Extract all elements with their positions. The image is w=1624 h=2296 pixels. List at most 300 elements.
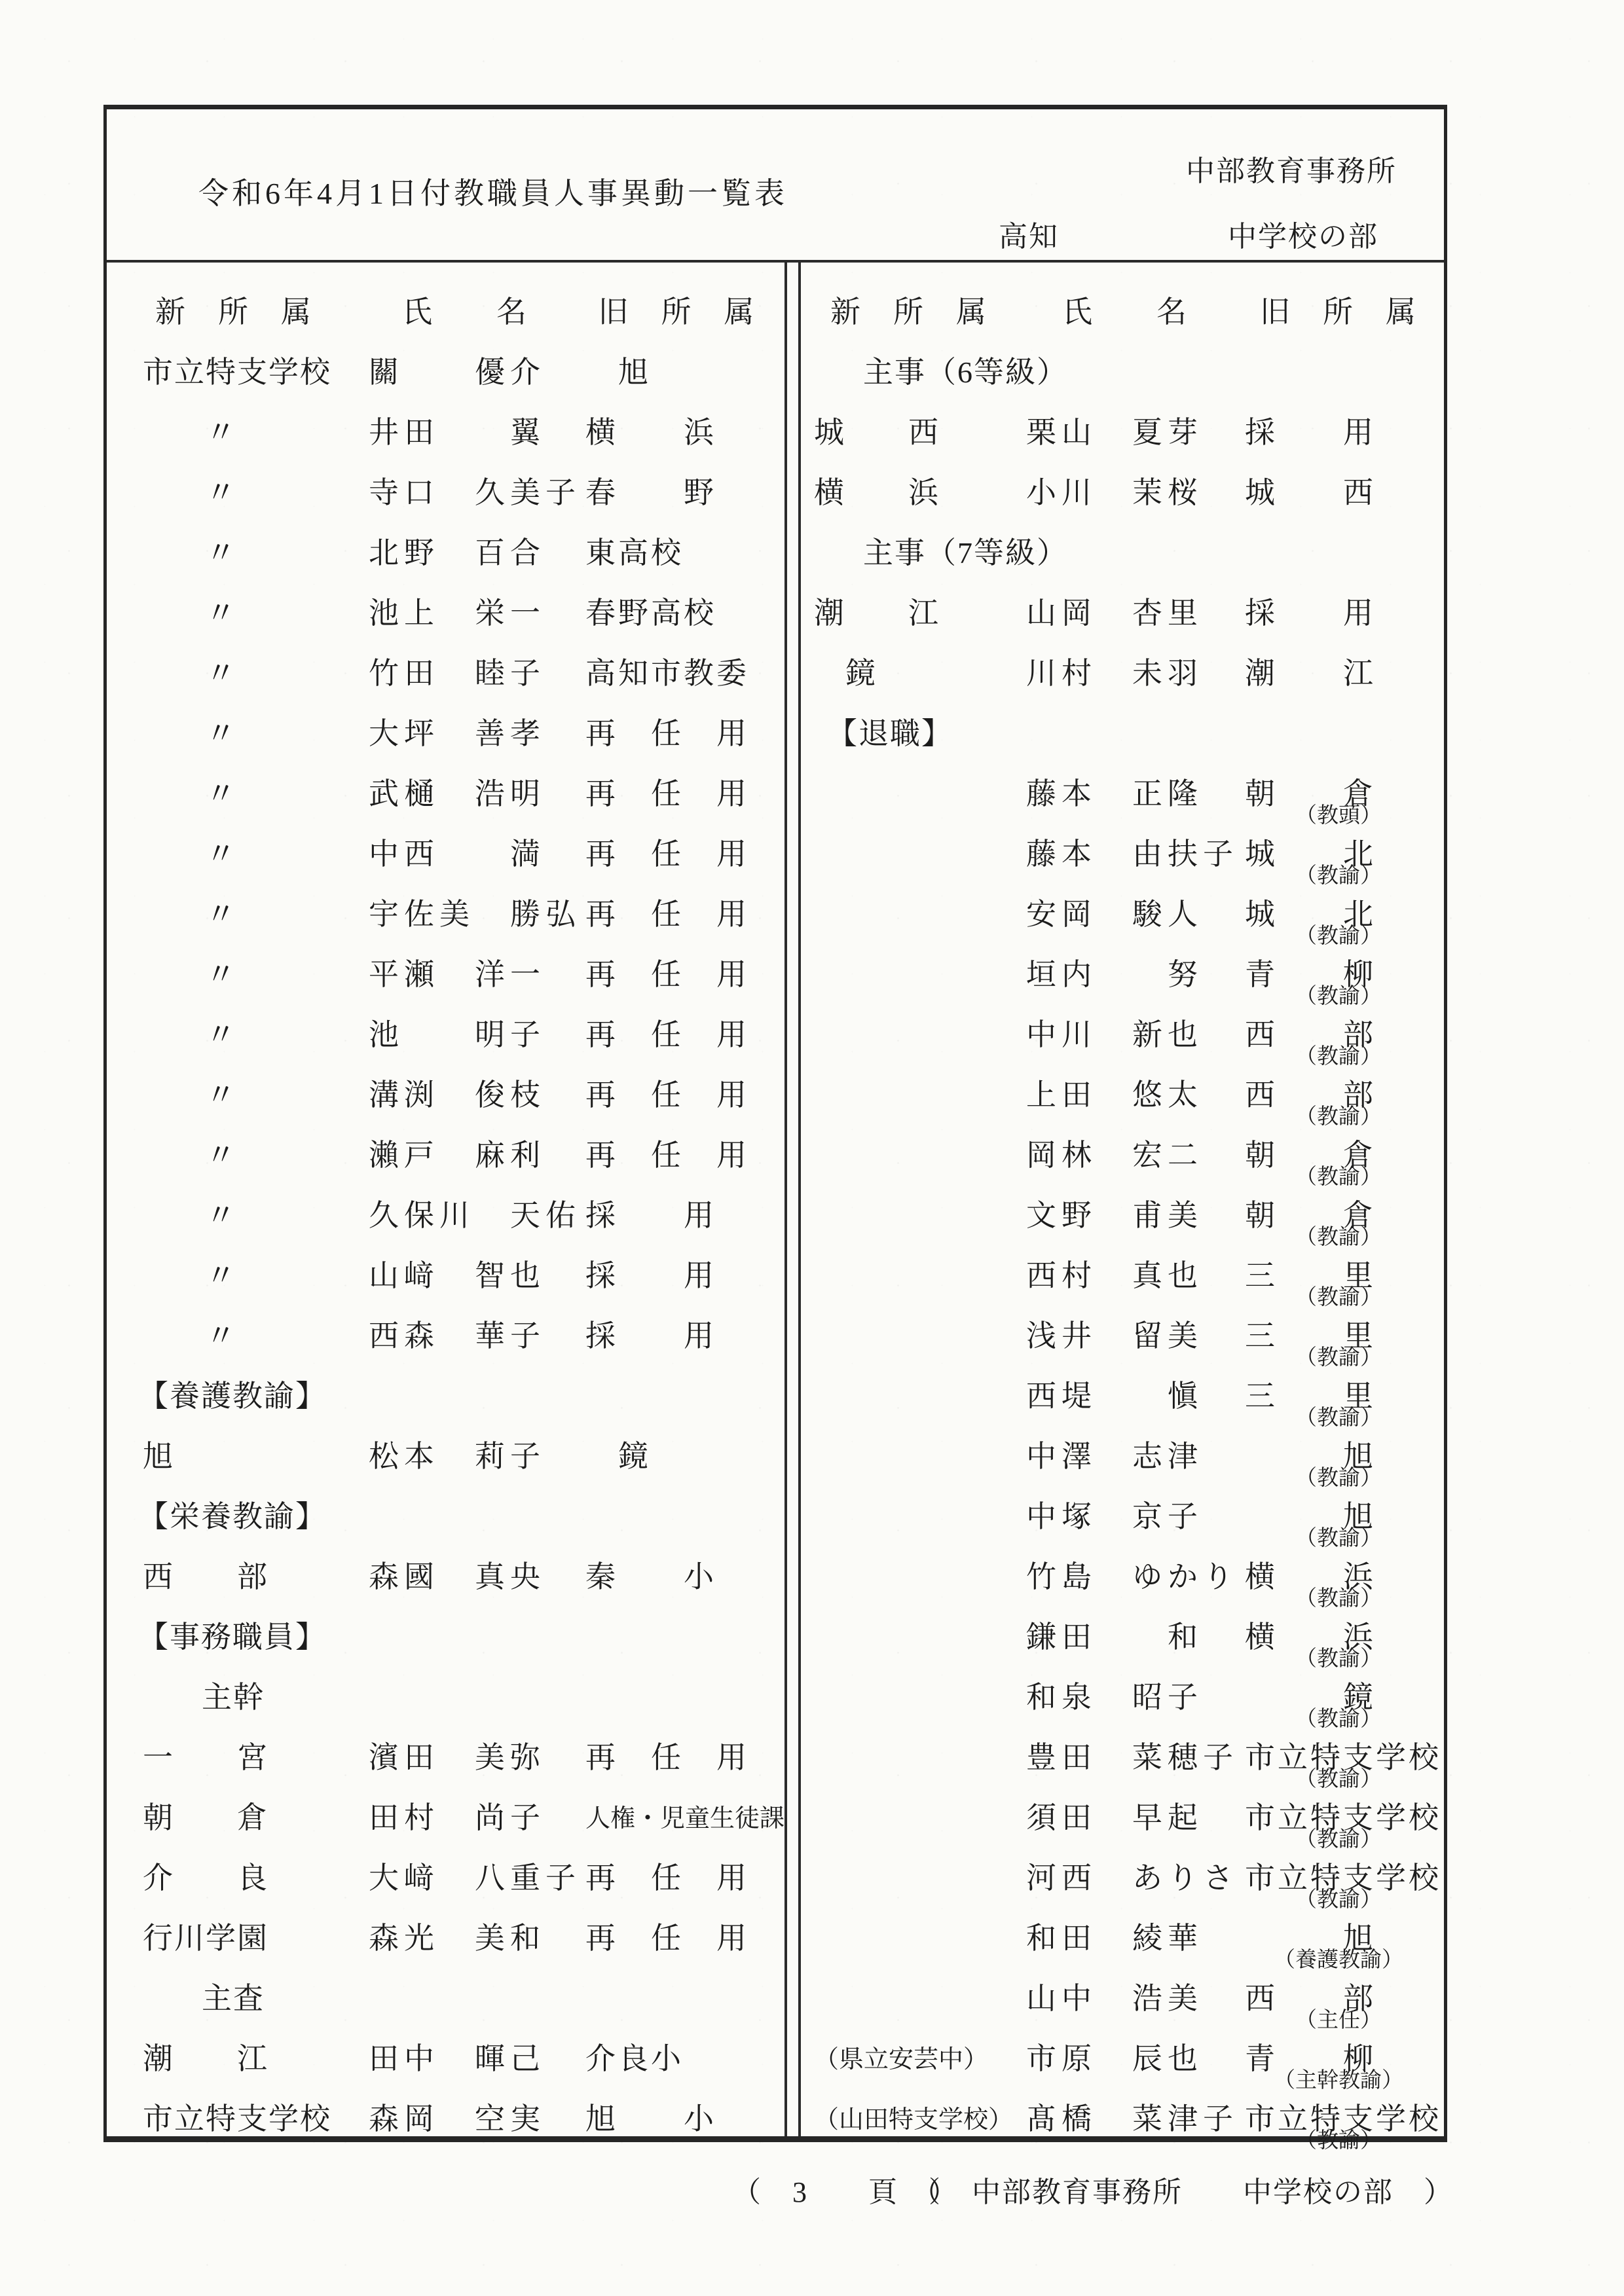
- old-affiliation-note: （教諭）: [1295, 985, 1382, 1008]
- table-row: [107, 581, 784, 641]
- old-affiliation-note: （教諭）: [1295, 1045, 1382, 1068]
- table-row: [107, 1665, 784, 1725]
- old-affiliation: [569, 400, 784, 460]
- new-affiliation: 〃: [143, 596, 237, 630]
- table-row: [801, 1243, 1444, 1309]
- person-name: 中西 満: [369, 837, 545, 871]
- new-affiliation: 旭: [143, 1440, 174, 1473]
- person-name: 中川 新也: [1026, 1018, 1203, 1051]
- person-name: 寺口 久美子: [369, 476, 581, 509]
- header-person-name: 氏 名: [1062, 295, 1188, 329]
- table-row: [107, 1484, 784, 1544]
- old-affiliation-note: （教諭）: [1295, 1286, 1382, 1309]
- new-affiliation: [801, 1605, 1017, 1665]
- section-label: 主査: [202, 1982, 265, 2015]
- table-row: [107, 1063, 784, 1123]
- table-row: [801, 761, 1444, 828]
- old-affiliation-text: 市立特支学校: [1245, 2102, 1441, 2136]
- new-affiliation: 一 宮: [143, 1741, 268, 1774]
- old-affiliation-note: （養護教諭）: [1274, 1948, 1403, 1972]
- table-row: [107, 520, 784, 581]
- issuing-office: 中部教育事務所: [1186, 155, 1397, 187]
- person-name: 藤本 正隆: [1026, 777, 1203, 811]
- old-affiliation: [569, 1785, 784, 1846]
- new-affiliation: [801, 1002, 1017, 1063]
- old-affiliation-text: 城 北: [1245, 898, 1376, 931]
- old-affiliation-note: （教諭）: [1295, 2129, 1382, 2153]
- table-row: [107, 2086, 784, 2147]
- old-affiliation: [569, 1123, 784, 1183]
- table-row: [801, 1183, 1444, 1249]
- person-name: 竹島 ゆかり: [1026, 1560, 1238, 1594]
- new-affiliation: 〃: [143, 1259, 237, 1292]
- old-affiliation-text: 旭: [1245, 1922, 1376, 1955]
- person-name: 豊田 菜穂子: [1026, 1741, 1238, 1774]
- old-affiliation: [569, 2026, 784, 2086]
- table-row: [107, 701, 784, 761]
- new-affiliation: 〃: [143, 898, 237, 931]
- old-affiliation: [1233, 1605, 1444, 1671]
- old-affiliation: [569, 1243, 784, 1303]
- table-row: [801, 1605, 1444, 1671]
- old-affiliation: [1233, 1303, 1444, 1370]
- table-row: [107, 1906, 784, 1966]
- table-row: [107, 1966, 784, 2026]
- old-affiliation-text: 鏡: [585, 1440, 651, 1473]
- person-name: 田村 尚子: [369, 1801, 545, 1834]
- new-affiliation: 〃: [143, 1018, 237, 1051]
- new-affiliation: [801, 1966, 1017, 2026]
- old-affiliation-note: （教諭）: [1295, 864, 1382, 888]
- person-name: 和泉 昭子: [1026, 1681, 1203, 1714]
- header-person-name: 氏 名: [402, 295, 528, 329]
- table-row: [801, 822, 1444, 888]
- person-name: 久保川 天佑: [369, 1199, 581, 1232]
- new-affiliation: 市立特支学校: [143, 355, 331, 389]
- person-name: 西村 真也: [1026, 1259, 1203, 1292]
- section-title: 中学校の部: [1228, 221, 1378, 253]
- old-affiliation-text: 朝 倉: [1245, 1139, 1376, 1172]
- old-affiliation: [1233, 1364, 1444, 1430]
- person-name: 池 明子: [369, 1018, 545, 1051]
- left-column: [107, 280, 784, 2136]
- person-name: 大﨑 八重子: [369, 1861, 581, 1895]
- table-row: [107, 1364, 784, 1424]
- old-affiliation: [1233, 1063, 1444, 1129]
- old-affiliation-text: 春 野: [585, 476, 716, 509]
- new-affiliation: [801, 1906, 1017, 1966]
- table-row: [801, 460, 1444, 520]
- old-affiliation-note: （教諭）: [1295, 1467, 1382, 1490]
- new-affiliation: [801, 1243, 1017, 1303]
- old-affiliation-text: 再 任 用: [585, 1741, 749, 1774]
- table-row: [107, 1785, 784, 1846]
- new-affiliation: 〃: [143, 416, 237, 449]
- table-row: [107, 1183, 784, 1243]
- table-row: [801, 1123, 1444, 1189]
- old-affiliation-text: 再 任 用: [585, 1861, 749, 1895]
- old-affiliation: [569, 1183, 784, 1243]
- old-affiliation-text: 東高校: [585, 536, 684, 570]
- table-row: [801, 942, 1444, 1008]
- old-affiliation: [569, 1544, 784, 1605]
- table-row: [801, 1966, 1444, 2032]
- old-affiliation-text: 青 柳: [1245, 958, 1376, 991]
- person-name: 井田 翼: [369, 416, 545, 449]
- person-name: 西堤 愼: [1026, 1379, 1203, 1413]
- table-row: [107, 822, 784, 882]
- person-name: 田中 暉己: [369, 2042, 545, 2075]
- new-affiliation: [801, 1424, 1017, 1484]
- old-affiliation: [1233, 942, 1444, 1008]
- old-affiliation-text: 再 任 用: [585, 777, 749, 811]
- old-affiliation-text: 横 浜: [1245, 1560, 1376, 1594]
- new-affiliation: 〃: [143, 958, 237, 991]
- old-affiliation: [1233, 641, 1444, 701]
- person-name: 瀨戸 麻利: [369, 1139, 545, 1172]
- table-row: [801, 1063, 1444, 1129]
- old-affiliation: [1233, 822, 1444, 888]
- old-affiliation: [1233, 1424, 1444, 1490]
- header-new-affiliation: 新 所 属: [830, 295, 987, 329]
- table-row: [107, 942, 784, 1002]
- old-affiliation: [1233, 1785, 1444, 1851]
- person-name: 竹田 睦子: [369, 657, 545, 690]
- old-affiliation-note: （教諭）: [1295, 1226, 1382, 1249]
- table-row: [801, 1846, 1444, 1912]
- old-affiliation-text: 鏡: [1245, 1681, 1376, 1714]
- person-name: 宇佐美 勝弘: [369, 898, 581, 931]
- new-affiliation: （山田特支学校）: [814, 2105, 1014, 2134]
- old-affiliation: [569, 1725, 784, 1785]
- new-affiliation: 〃: [143, 777, 237, 811]
- table-row: [107, 641, 784, 701]
- new-affiliation: 〃: [143, 1319, 237, 1353]
- old-affiliation: [569, 761, 784, 822]
- person-name: 小川 茉桜: [1026, 476, 1203, 509]
- old-affiliation-text: 人権・児童生徒課: [585, 1804, 785, 1832]
- old-affiliation: [569, 701, 784, 761]
- person-name: 浅井 留美: [1026, 1319, 1203, 1353]
- new-affiliation: 〃: [143, 837, 237, 871]
- old-affiliation: [569, 520, 784, 581]
- table-row: [801, 1906, 1444, 1972]
- old-affiliation-text: 採 用: [585, 1259, 716, 1292]
- person-name: 和田 綾華: [1026, 1922, 1203, 1955]
- new-affiliation: 〃: [143, 1139, 237, 1172]
- old-affiliation-text: 再 任 用: [585, 717, 749, 750]
- old-affiliation-text: 朝 倉: [1245, 777, 1376, 811]
- old-affiliation-text: 再 任 用: [585, 837, 749, 871]
- table-row: [801, 1303, 1444, 1370]
- old-affiliation-note: （主幹教諭）: [1274, 2069, 1403, 2092]
- old-affiliation-text: 採 用: [585, 1199, 716, 1232]
- old-affiliation-text: 三 里: [1245, 1379, 1376, 1413]
- new-affiliation: 朝 倉: [143, 1801, 268, 1834]
- new-affiliation: [801, 1725, 1017, 1785]
- section-label: 主事（6等級）: [863, 355, 1068, 389]
- person-name: 髙橋 菜津子: [1026, 2102, 1238, 2136]
- old-affiliation-text: 城 北: [1245, 837, 1376, 871]
- table-row: [801, 2026, 1444, 2092]
- person-name: 文野 甫美: [1026, 1199, 1203, 1232]
- table-row: [801, 1725, 1444, 1791]
- old-affiliation-note: （教諭）: [1295, 1406, 1382, 1430]
- old-affiliation-text: 西 部: [1245, 1018, 1376, 1051]
- old-affiliation-text: 朝 倉: [1245, 1199, 1376, 1232]
- section-label: 【栄養教諭】: [138, 1500, 327, 1533]
- new-affiliation: [801, 1303, 1017, 1364]
- person-name: 北野 百合: [369, 536, 545, 570]
- new-affiliation: 潮 江: [143, 2042, 268, 2075]
- person-name: 須田 早起: [1026, 1801, 1203, 1834]
- table-row: [801, 1484, 1444, 1550]
- table-row: [801, 1544, 1444, 1611]
- person-name: 濱田 美弥: [369, 1741, 545, 1774]
- person-name: 栗山 夏芽: [1026, 416, 1203, 449]
- new-affiliation: 鏡: [814, 657, 877, 690]
- person-name: 河西 ありさ: [1026, 1861, 1238, 1895]
- table-row: [801, 340, 1444, 400]
- old-affiliation-note: （教諭）: [1295, 1647, 1382, 1671]
- table-row: [801, 641, 1444, 701]
- old-affiliation: [569, 942, 784, 1002]
- table-row: [801, 1785, 1444, 1851]
- old-affiliation: [1233, 882, 1444, 948]
- old-affiliation: [569, 1424, 784, 1484]
- old-affiliation-note: （教諭）: [1295, 924, 1382, 948]
- table-row: [107, 1544, 784, 1605]
- person-name: 市原 辰也: [1026, 2042, 1203, 2075]
- new-affiliation: [801, 942, 1017, 1002]
- old-affiliation-text: 潮 江: [1245, 657, 1376, 690]
- person-name: 關 優介: [369, 355, 545, 389]
- person-name: 中澤 志津: [1026, 1440, 1203, 1473]
- column-headers: [801, 280, 1444, 340]
- table-row: [107, 2026, 784, 2086]
- person-name: 山中 浩美: [1026, 1982, 1203, 2015]
- old-affiliation-text: 三 里: [1245, 1319, 1376, 1353]
- new-affiliation: [801, 1364, 1017, 1424]
- old-affiliation-text: 再 任 用: [585, 1922, 749, 1955]
- header-old-affiliation: 旧 所 属: [1260, 295, 1417, 329]
- old-affiliation: [1233, 1123, 1444, 1189]
- table-row: [801, 2086, 1444, 2153]
- new-affiliation: 〃: [143, 717, 237, 750]
- old-affiliation: [569, 1063, 784, 1123]
- old-affiliation-text: 採 用: [585, 1319, 716, 1353]
- old-affiliation: [1233, 761, 1444, 828]
- table-row: [107, 1123, 784, 1183]
- person-name: 鎌田 和: [1026, 1620, 1203, 1654]
- old-affiliation-text: 高知市教委: [585, 657, 749, 690]
- table-row: [107, 1424, 784, 1484]
- new-affiliation: [801, 1123, 1017, 1183]
- old-affiliation-text: 再 任 用: [585, 1139, 749, 1172]
- person-name: 平瀬 洋一: [369, 958, 545, 991]
- old-affiliation: [1233, 1966, 1444, 2032]
- old-affiliation-text: 旭: [585, 355, 651, 389]
- region-label: 高知: [999, 221, 1059, 253]
- old-affiliation-text: 春野高校: [585, 596, 716, 630]
- old-affiliation: [569, 581, 784, 641]
- person-name: 安岡 駿人: [1026, 898, 1203, 931]
- old-affiliation-note: （教諭）: [1295, 1768, 1382, 1791]
- person-name: 武樋 浩明: [369, 777, 545, 811]
- old-affiliation: [1233, 2086, 1444, 2153]
- old-affiliation: [1233, 460, 1444, 520]
- new-affiliation: 〃: [143, 1199, 237, 1232]
- new-affiliation: 西 部: [143, 1560, 268, 1594]
- old-affiliation-note: （教頭）: [1295, 804, 1382, 828]
- header-new-affiliation: 新 所 属: [155, 295, 312, 329]
- old-affiliation: [1233, 400, 1444, 460]
- old-affiliation-text: 西 部: [1245, 1078, 1376, 1112]
- old-affiliation-text: 城 西: [1245, 476, 1376, 509]
- old-affiliation: [1233, 1183, 1444, 1249]
- section-label: 【養護教諭】: [138, 1379, 327, 1413]
- old-affiliation-note: （教諭）: [1295, 1587, 1382, 1611]
- old-affiliation-text: 再 任 用: [585, 898, 749, 931]
- person-name: 池上 栄一: [369, 596, 545, 630]
- new-affiliation: 横 浜: [814, 476, 940, 509]
- old-affiliation: [569, 340, 784, 400]
- old-affiliation: [569, 1303, 784, 1364]
- person-name: 中塚 京子: [1026, 1500, 1203, 1533]
- old-affiliation-note: （教諭）: [1295, 1707, 1382, 1731]
- new-affiliation: [801, 1846, 1017, 1906]
- section-label: 【退職】: [827, 717, 953, 750]
- header-old-affiliation: 旧 所 属: [598, 295, 756, 329]
- table-row: [107, 1846, 784, 1906]
- old-affiliation-text: 秦 小: [585, 1560, 716, 1594]
- old-affiliation-note: （教諭）: [1295, 1888, 1382, 1912]
- table-row: [107, 761, 784, 822]
- table-row: [107, 1002, 784, 1063]
- old-affiliation-text: 横 浜: [585, 416, 716, 449]
- person-name: 岡林 宏二: [1026, 1139, 1203, 1172]
- old-affiliation: [569, 2086, 784, 2147]
- person-name: 西森 華子: [369, 1319, 545, 1353]
- new-affiliation: [801, 1665, 1017, 1725]
- old-affiliation: [569, 1002, 784, 1063]
- old-affiliation-note: （主任）: [1295, 2009, 1382, 2032]
- old-affiliation-text: 介良小: [585, 2042, 684, 2075]
- person-name: 松本 莉子: [369, 1440, 545, 1473]
- new-affiliation: [801, 1183, 1017, 1243]
- person-name: 山﨑 智也: [369, 1259, 545, 1292]
- page-number-label: （ 3 頁 ）: [732, 2176, 959, 2208]
- table-row: [801, 400, 1444, 460]
- new-affiliation: [801, 1785, 1017, 1846]
- old-affiliation-text: 市立特支学校: [1245, 1801, 1441, 1834]
- old-affiliation-text: 旭: [1245, 1440, 1376, 1473]
- new-affiliation: [801, 1063, 1017, 1123]
- new-affiliation: 城 西: [814, 416, 940, 449]
- table-row: [801, 701, 1444, 761]
- person-name: 森光 美和: [369, 1922, 545, 1955]
- old-affiliation-text: 再 任 用: [585, 1078, 749, 1112]
- old-affiliation-text: 採 用: [1245, 416, 1376, 449]
- old-affiliation-text: 旭: [1245, 1500, 1376, 1533]
- old-affiliation: [1233, 1725, 1444, 1791]
- new-affiliation: 市立特支学校: [143, 2102, 331, 2136]
- person-name: 上田 悠太: [1026, 1078, 1203, 1112]
- old-affiliation-note: （教諭）: [1295, 1527, 1382, 1550]
- personnel-table: [103, 105, 1447, 2153]
- person-name: 森國 真央: [369, 1560, 545, 1594]
- footer-office-label: （ 中部教育事務所 中学校の部 ）: [912, 2176, 1454, 2208]
- old-affiliation: [1233, 1846, 1444, 1912]
- old-affiliation: [569, 641, 784, 701]
- table-row: [107, 460, 784, 520]
- table-row: [107, 1605, 784, 1665]
- new-affiliation: 〃: [143, 476, 237, 509]
- person-name: 山岡 杏里: [1026, 596, 1203, 630]
- old-affiliation-text: 三 里: [1245, 1259, 1376, 1292]
- old-affiliation: [1233, 1906, 1444, 1972]
- person-name: 溝渕 俊枝: [369, 1078, 545, 1112]
- new-affiliation: [801, 822, 1017, 882]
- old-affiliation: [569, 460, 784, 520]
- old-affiliation: [1233, 1243, 1444, 1309]
- new-affiliation: 〃: [143, 1078, 237, 1112]
- old-affiliation-note: （教諭）: [1295, 1165, 1382, 1189]
- new-affiliation: 潮 江: [814, 596, 940, 630]
- person-name: 川村 未羽: [1026, 657, 1203, 690]
- new-affiliation: [801, 1544, 1017, 1605]
- new-affiliation: （県立安芸中）: [814, 2045, 989, 2073]
- table-row: [801, 882, 1444, 948]
- old-affiliation: [1233, 1484, 1444, 1550]
- new-affiliation: [801, 1484, 1017, 1544]
- table-row: [801, 1002, 1444, 1068]
- person-name: 大坪 善孝: [369, 717, 545, 750]
- new-affiliation: 介 良: [143, 1861, 268, 1895]
- old-affiliation: [1233, 2026, 1444, 2092]
- old-affiliation: [1233, 1544, 1444, 1611]
- new-affiliation: [801, 882, 1017, 942]
- old-affiliation-note: （教諭）: [1295, 1828, 1382, 1851]
- table-row: [107, 1725, 784, 1785]
- table-row: [107, 1303, 784, 1364]
- document-title: 令和6年4月1日付教職員人事異動一覧表: [198, 177, 788, 210]
- person-name: 垣内 努: [1026, 958, 1203, 991]
- person-name: 森岡 空実: [369, 2102, 545, 2136]
- table-row: [107, 400, 784, 460]
- table-row: [107, 882, 784, 942]
- old-affiliation-text: 再 任 用: [585, 958, 749, 991]
- new-affiliation: 〃: [143, 657, 237, 690]
- table-row: [801, 1665, 1444, 1731]
- old-affiliation-note: （教諭）: [1295, 1105, 1382, 1129]
- old-affiliation-text: 旭 小: [585, 2102, 716, 2136]
- table-row: [107, 1243, 784, 1303]
- table-row: [801, 1424, 1444, 1490]
- column-headers: [107, 280, 784, 340]
- old-affiliation-text: 青 柳: [1245, 2042, 1376, 2075]
- old-affiliation: [1233, 1002, 1444, 1068]
- old-affiliation: [569, 822, 784, 882]
- old-affiliation-text: 市立特支学校: [1245, 1861, 1441, 1895]
- new-affiliation: 〃: [143, 536, 237, 570]
- old-affiliation: [1233, 1665, 1444, 1731]
- old-affiliation-text: 採 用: [1245, 596, 1376, 630]
- table-row: [107, 340, 784, 400]
- right-column: [801, 280, 1444, 2153]
- new-affiliation: 行川学園: [143, 1922, 268, 1955]
- old-affiliation-note: （教諭）: [1295, 1346, 1382, 1370]
